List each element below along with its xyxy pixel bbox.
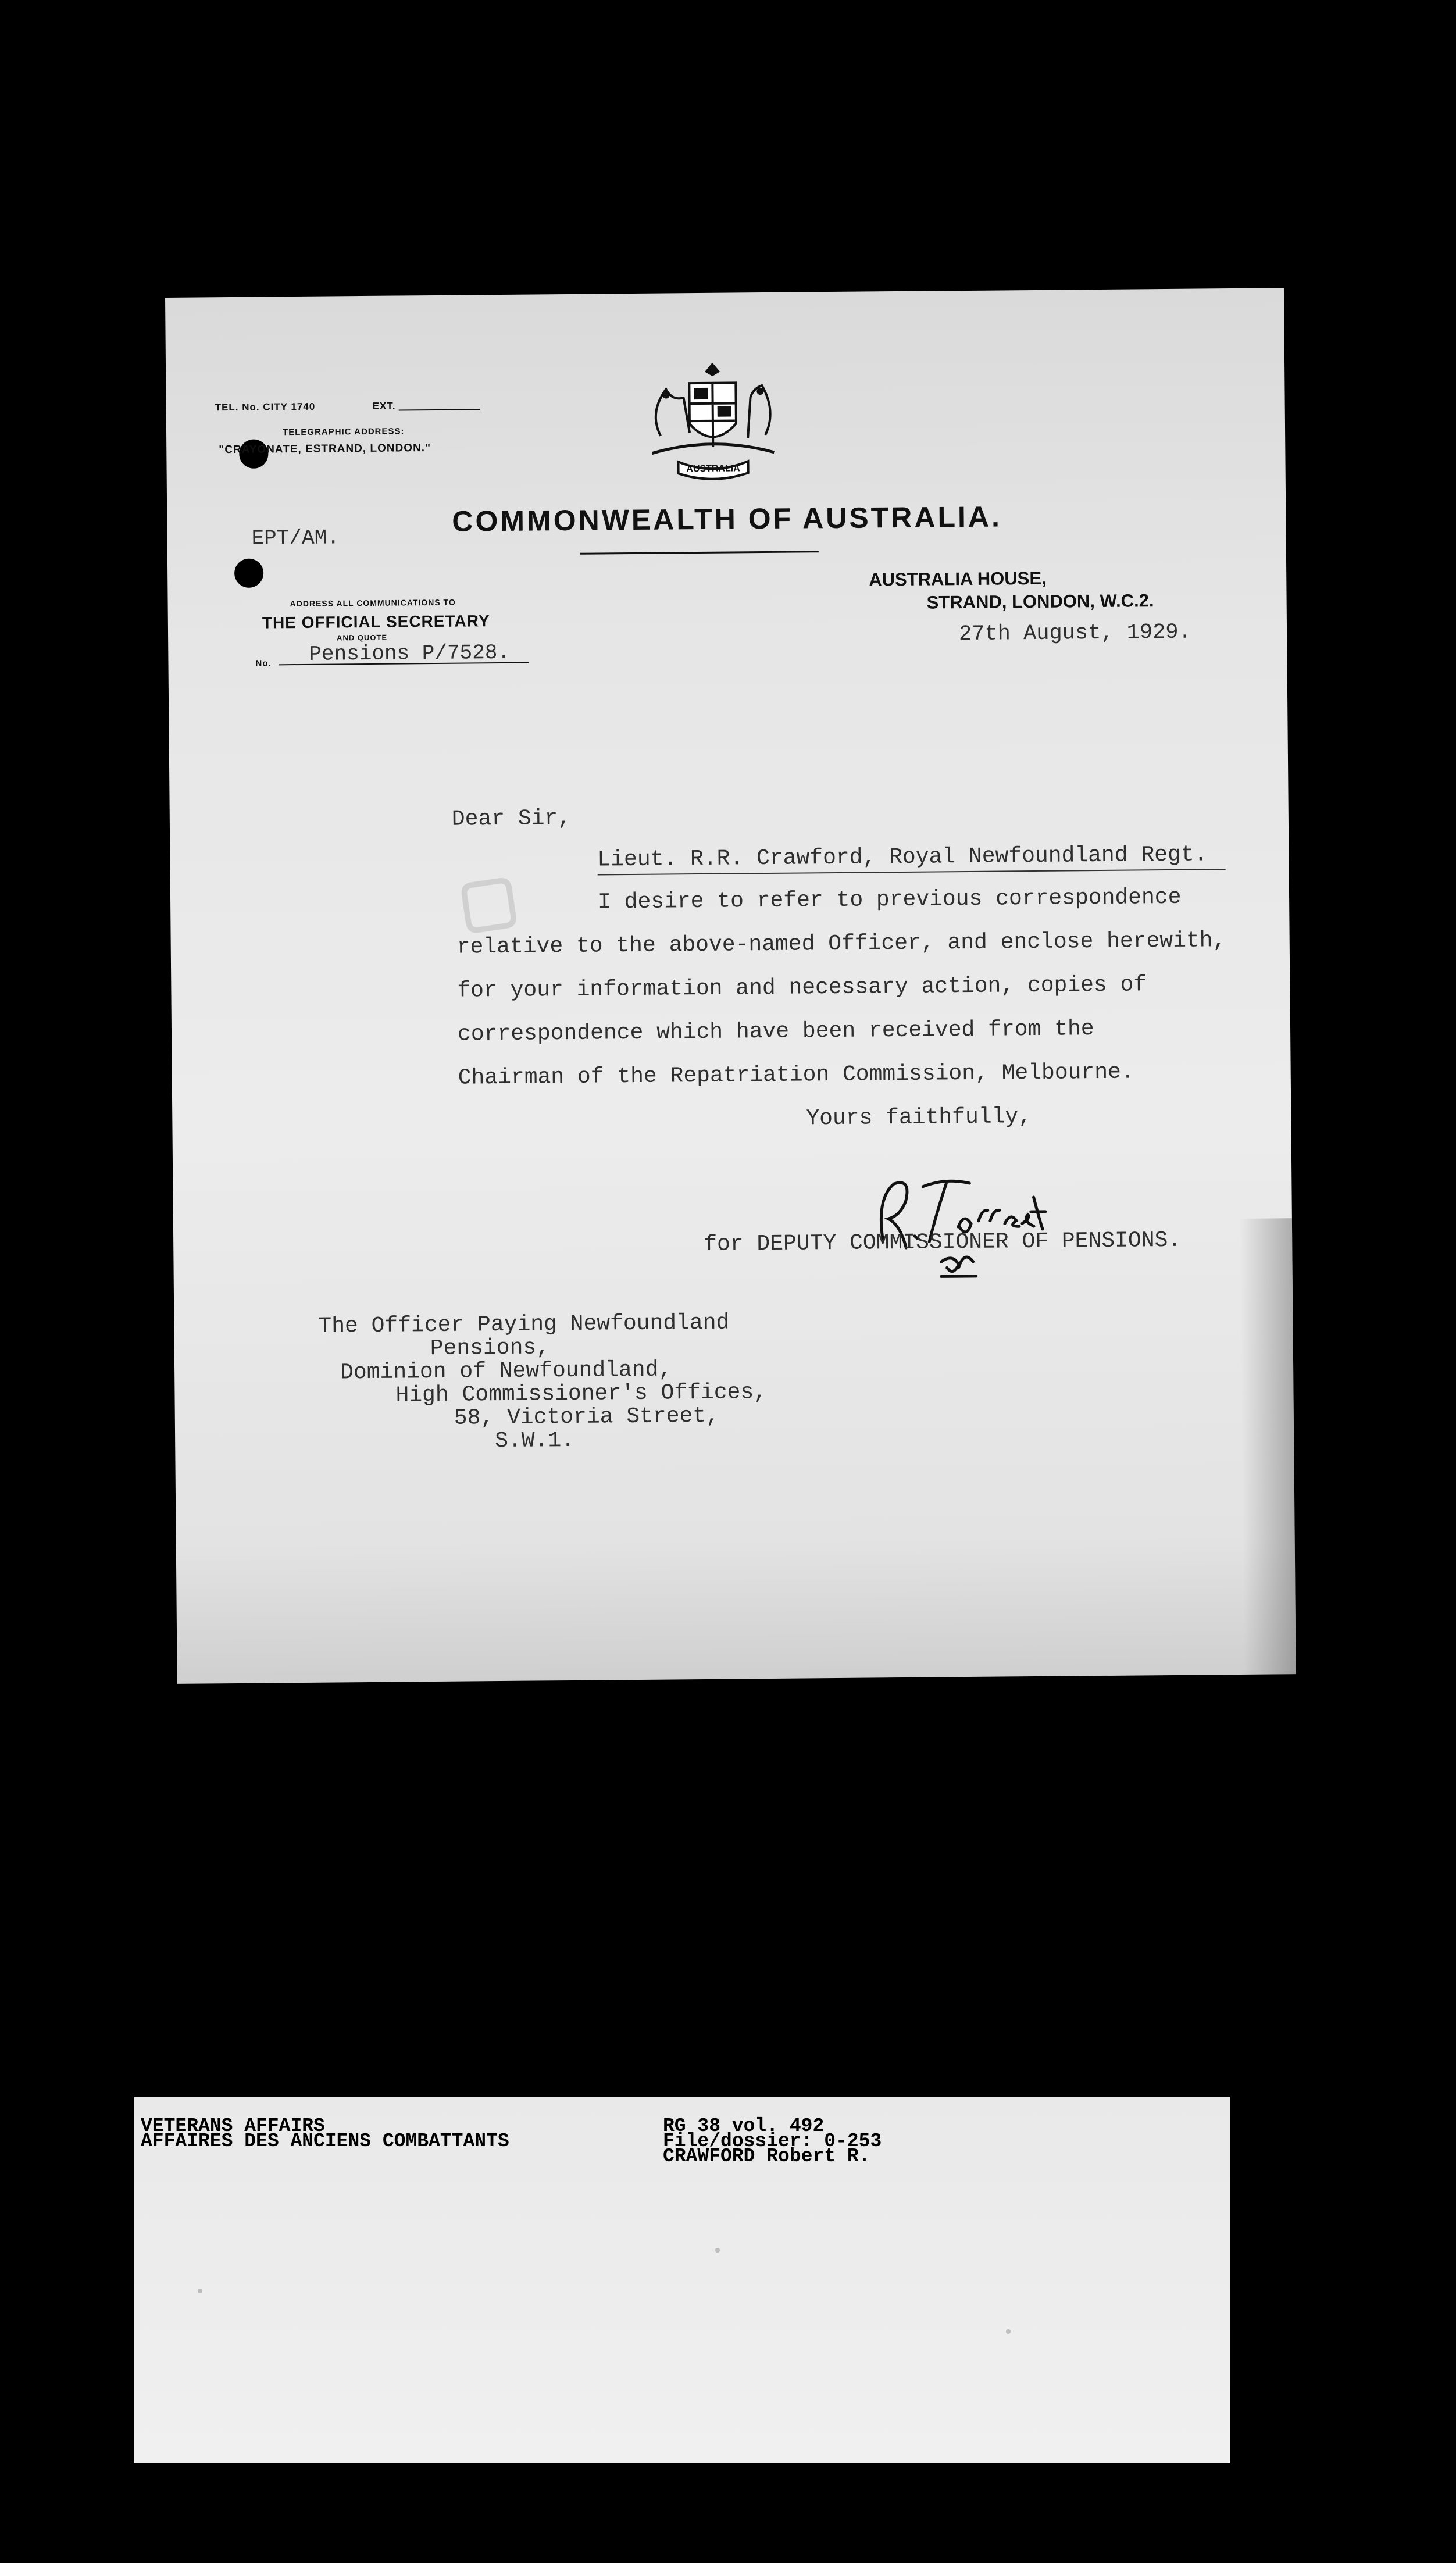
card-agency-en: VETERANS AFFAIRS: [141, 2115, 325, 2137]
letterhead-title: COMMONWEALTH OF AUSTRALIA.: [452, 500, 1002, 538]
recipient-line-5: 58, Victoria Street,: [454, 1403, 720, 1431]
card-volume: RG 38 vol. 492: [663, 2115, 825, 2137]
reference-number: Pensions P/7528.: [309, 640, 511, 666]
card-speck: [1006, 2329, 1011, 2334]
and-quote-label: AND QUOTE: [337, 633, 388, 642]
card-speck: [715, 2248, 720, 2253]
tel-line: TEL. No. CITY 1740: [215, 401, 316, 413]
coat-of-arms-logo: [625, 359, 801, 483]
number-label: No.: [255, 658, 272, 669]
salutation: Dear Sir,: [451, 805, 572, 832]
letter-page: [165, 288, 1296, 1684]
recipient-line-4: High Commissioner's Offices,: [395, 1380, 768, 1408]
recipient-line-3: Dominion of Newfoundland,: [340, 1357, 672, 1386]
card-agency-fr: AFFAIRES DES ANCIENS COMBATTANTS: [141, 2130, 509, 2152]
body-line-4: correspondence which have been received from the: [457, 1016, 1094, 1047]
telegraphic-address: "CRAYONATE, ESTRAND, LONDON.": [219, 442, 431, 456]
telegraphic-label: TELEGRAPHIC ADDRESS:: [282, 426, 405, 438]
letter-date: 27th August, 1929.: [958, 620, 1191, 647]
card-file: File/dossier: 0-253: [663, 2130, 882, 2152]
body-line-3: for your information and necessary action, copies of: [457, 972, 1147, 1004]
official-secretary: THE OFFICIAL SECRETARY: [262, 612, 490, 632]
card-speck: [198, 2289, 202, 2293]
body-line-2: relative to the above-named Officer, and enclose herewith,: [456, 928, 1226, 960]
handwritten-signature: [859, 1150, 1081, 1286]
recipient-line-2: Pensions,: [430, 1335, 550, 1362]
faint-stamp-impression: ▢: [452, 860, 523, 940]
body-line-5: Chairman of the Repatriation Commission, Melbourne.: [458, 1059, 1134, 1091]
title-underline: [580, 551, 819, 555]
signoff: for DEPUTY COMMISSIONER OF PENSIONS.: [704, 1227, 1182, 1257]
crest-ribbon-text: AUSTRALIA: [686, 463, 740, 474]
reference-initials: EPT/AM.: [251, 526, 340, 551]
punch-hole: [234, 559, 263, 588]
recipient-line-1: The Officer Paying Newfoundland: [318, 1310, 730, 1339]
closing: Yours faithfully,: [806, 1104, 1032, 1131]
recipient-line-6: S.W.1.: [494, 1427, 575, 1454]
ext-rule: [399, 409, 480, 410]
archive-reference-card: [134, 2097, 1230, 2463]
ext-label: EXT.: [372, 400, 396, 412]
address-communications-label: ADDRESS ALL COMMUNICATIONS TO: [290, 597, 456, 609]
address-line-2: STRAND, LONDON, W.C.2.: [926, 590, 1154, 613]
subject-line: Lieut. R.R. Crawford, Royal Newfoundland Regt.: [597, 842, 1208, 873]
address-line-1: AUSTRALIA HOUSE,: [869, 567, 1047, 590]
page-edge-shadow: [1240, 1218, 1296, 1675]
card-name: CRAWFORD Robert R.: [663, 2146, 870, 2167]
body-line-1: I desire to refer to previous correspondence: [597, 884, 1182, 915]
